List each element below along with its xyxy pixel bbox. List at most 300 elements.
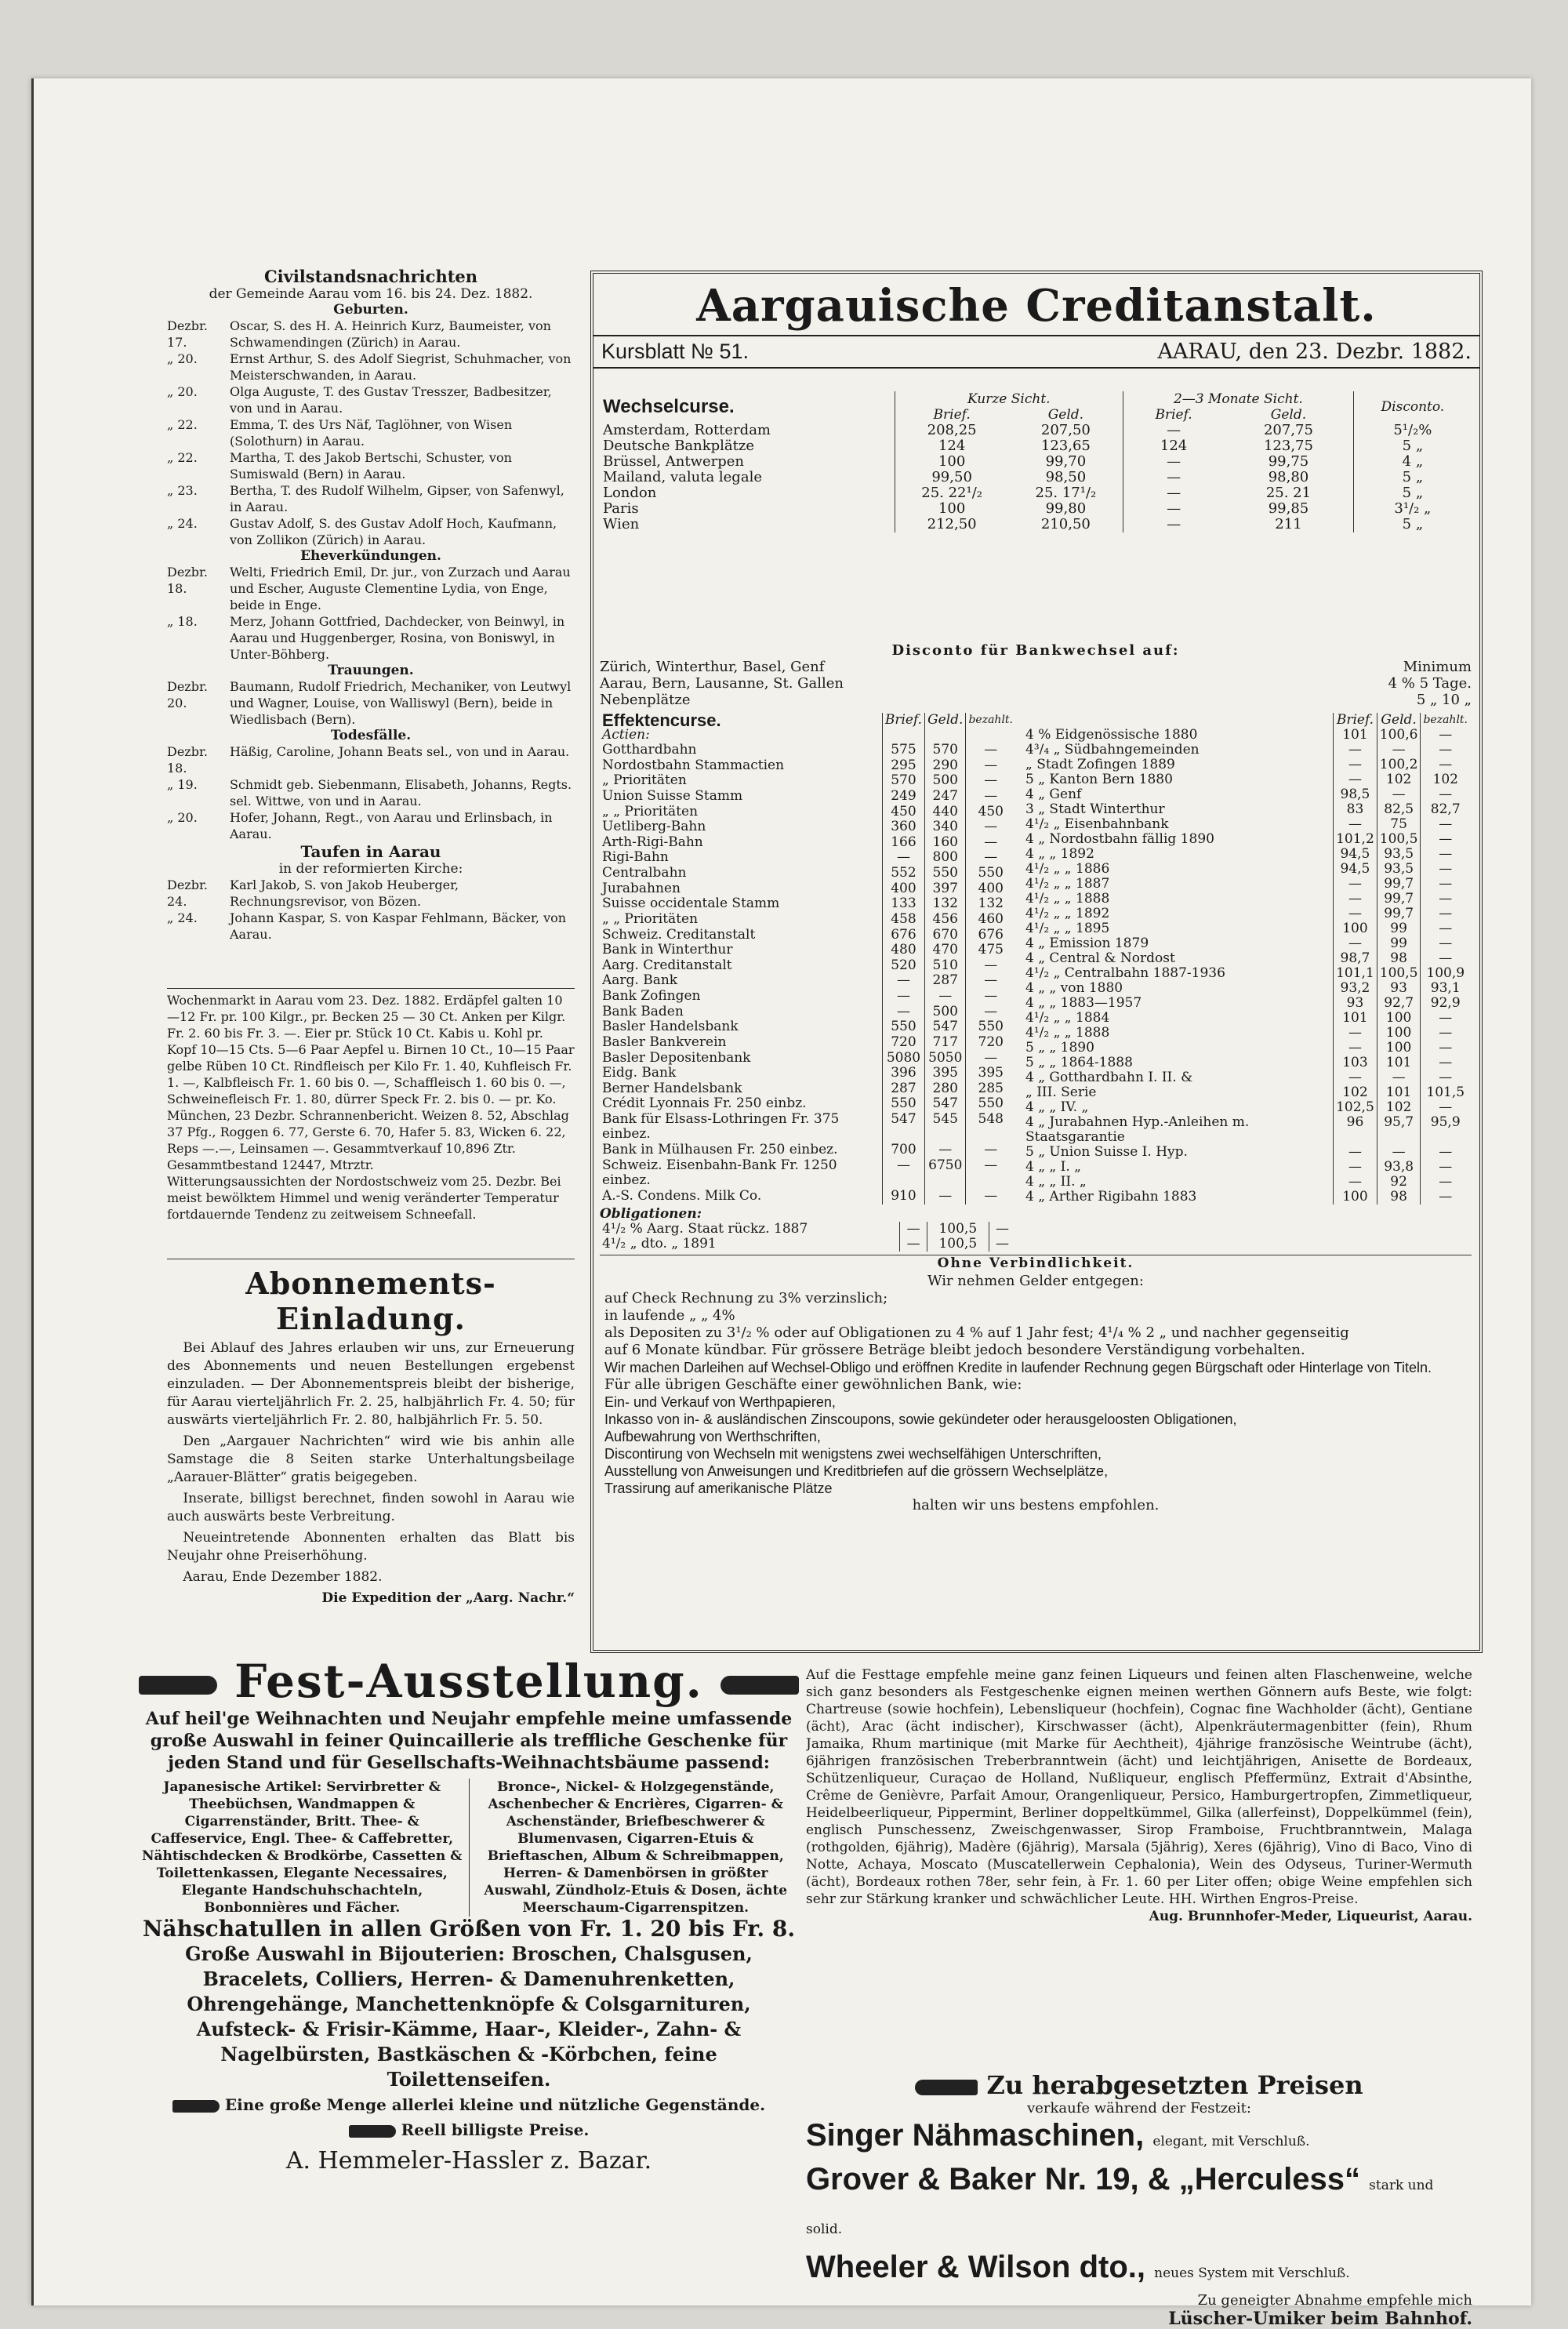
anleihe-row-value: 102 — [1377, 772, 1421, 787]
anleihe-row-name: 4 „ „ 1892 — [1025, 846, 1094, 862]
entry-text: Hofer, Johann, Regt., von Aarau und Erlinsbach, in Aarau. — [230, 810, 553, 841]
anleihe-row-value: — — [1421, 1160, 1470, 1175]
anleihe-row — [1023, 1160, 1470, 1175]
aktie-row-value: 360 — [882, 819, 924, 835]
disconto-line2: Aarau, Bern, Lausanne, St. Gallen — [600, 675, 844, 692]
wechsel-cell: — — [1123, 423, 1225, 438]
liqueur-text: Auf die Festtage empfehle meine ganz feinen Liqueurs und feinen alten Flaschenweine, welche sich ganz besonders als Festgeschenke eignen meinen werthen Gönnern aufs Beste, wie folgt: Chartreuse (sowie hochfein), Lebensliqueur (hochfein), Cognac fine Wachholder (ächt), Gentiane (ächt), Arac (ächt indischer), Kirschwasser (ächt), Alpenkräutermagenbitter (fein), Rhum Jamaika, Rhum martinique (mit Marke für Aechtheit), 4jährige französische Weintrube (ächt), 6jährigen französischen Treberbranntwein (ächt) und leichtjährigen, Anisette de Bordeaux, Schützenliqueur, Curaçao de Holland, Nußliqueur, englisch Pfeffermünz, Extrait d'Absinthe, Crême de Genièvre, Parfait Amour, Orangenliqueur, Persico, Hamburgertropfen, Zimmetliqueur, Heidelbeerliqueur, Pippermint, Berliner doppeltkümmel, Gilka (allerfeinst), Doppelkümmel (fein), englisch Punschessenz, Zweischgenwasser, Sirop Framboise, Fruchtbranntwein, Malaga (rothgolden, 6jährig), Madère (6jährig), Marsala (5jährig), Xeres (6jährig), Vino di Baco, Vino di Notte, Achaya, Moscato (Muscatellerwein Cephalonia), Wein des Odyseus, Turiner-Wermuth (ächt), Bordeaux rothen 78er, sehr fein, à Fr. 1. 60 per Liter offen; obige Weine empfehlen sich sehr zur Stärkung kranker und schwächlicher Leute. HH. Wirthen Engros-Preise. — [806, 1667, 1472, 1907]
aktie-row-value: — — [882, 973, 924, 989]
anleihe-row-value: 100,5 — [1377, 966, 1421, 981]
aktie-row — [600, 758, 1015, 774]
kursblatt-date: AARAU, den 23. Dezbr. 1882. — [1157, 340, 1472, 364]
wechsel-cell: 100 — [895, 454, 1009, 470]
abonnement-date: Aarau, Ende Dezember 1882. — [183, 1569, 383, 1585]
notice-line: als Depositen zu 3¹/₂ % oder auf Obligationen zu 4 % auf 1 Jahr fest; 4¹/₄ % 2 „ und nachher gegenseitig — [604, 1324, 1349, 1341]
wechsel-cell: 98,80 — [1268, 469, 1309, 485]
aktie-row-value: 450 — [966, 805, 1015, 820]
taufen-heading: Taufen in Aarau — [300, 842, 441, 861]
disconto-section — [600, 642, 1472, 708]
entry-text: Oscar, S. des H. A. Heinrich Kurz, Baumeister, von Schwamendingen (Zürich) in Aarau. — [230, 318, 551, 350]
anleihe-row-value: 98 — [1377, 951, 1421, 966]
aktie-row-value: — — [882, 1005, 924, 1020]
aktie-row-value: 133 — [882, 896, 924, 912]
anleihe-row-name: 3 „ Stadt Winterthur — [1025, 801, 1165, 817]
anleihe-row-value: — — [1421, 907, 1470, 921]
civil-entry — [167, 776, 575, 809]
anleihe-row-value: 101 — [1334, 728, 1377, 743]
aktie-row-name: A.-S. Condens. Milk Co. — [602, 1188, 762, 1204]
aktie-row — [600, 1005, 1015, 1020]
aktie-row-value: 166 — [882, 835, 924, 851]
anleihe-row-value: 96 — [1334, 1115, 1377, 1145]
fest-lead: Auf heil'ge Weihnachten und Neujahr empfehle meine umfassende große Auswahl in feiner Quincaillerie als treffliche Geschenke für jeden Stand und für Gesellschafts-Weihnachtsbäume passend: — [145, 1709, 793, 1773]
anleihe-row-name: 4¹/₂ „ „ 1888 — [1025, 891, 1110, 907]
tod-heading: Todesfälle. — [330, 728, 412, 743]
aktie-row-value: 720 — [882, 1035, 924, 1051]
oblig-row-value: 100,5 — [927, 1237, 989, 1252]
wechsel-place: Brüssel, Antwerpen — [603, 453, 745, 470]
anleihe-row-value: — — [1377, 1070, 1421, 1085]
civil-entry — [167, 482, 575, 515]
aktie-row-value: — — [966, 1158, 1015, 1189]
wechsel-row — [600, 501, 1472, 517]
aktie-row-value: — — [966, 1051, 1015, 1066]
oblig-row — [600, 1222, 1015, 1237]
oblig-row-value: 100,5 — [927, 1222, 989, 1237]
aktie-row-value: 160 — [925, 835, 966, 851]
anleihe-row-value: 100,9 — [1421, 966, 1470, 981]
aktie-row-value: — — [882, 1158, 924, 1189]
wechsel-row — [600, 485, 1472, 501]
entry-text: Johann Kaspar, S. von Kaspar Fehlmann, Bäcker, von Aarau. — [230, 910, 567, 942]
wechsel-cell: 3¹/₂ „ — [1353, 501, 1472, 517]
anleihe-row-value: 102 — [1421, 772, 1470, 787]
effektencurse-section — [600, 710, 1472, 1516]
aktie-row-value: — — [966, 758, 1015, 774]
entry-text: Häßig, Caroline, Johann Beats sel., von und in Aarau. — [230, 744, 570, 759]
anleihe-row-value: 75 — [1377, 817, 1421, 832]
notice-line: auf Check Rechnung zu 3% verzinslich; — [604, 1290, 888, 1306]
aktie-row-name: Basler Handelsbank — [602, 1019, 739, 1035]
anleihe-row — [1023, 1041, 1470, 1055]
anleihe-row-value: — — [1334, 1070, 1377, 1085]
aktie-row-value: 800 — [925, 850, 966, 866]
anleihe-row-value: 100 — [1334, 921, 1377, 936]
effekt-heading: Effektencurse. — [602, 710, 721, 730]
anleihe-row-value: 102 — [1377, 1100, 1421, 1115]
aktie-row-value: — — [882, 989, 924, 1005]
entry-date: Dezbr. 17. — [167, 318, 208, 350]
wechsel-row — [600, 470, 1472, 485]
aktie-row-name: Basler Depositenbank — [602, 1049, 751, 1066]
aktie-row — [600, 943, 1015, 958]
notice-line: Ausstellung von Anweisungen und Kreditbriefen auf die grössern Wechselplätze, — [604, 1463, 1109, 1479]
aktie-row-value: — — [966, 850, 1015, 866]
anleihe-row-value: 82,5 — [1377, 802, 1421, 817]
wechsel-cell: 5 „ — [1353, 470, 1472, 485]
anleihe-row-name: 4¹/₂ „ „ 1886 — [1025, 861, 1110, 877]
anleihe-row-value: — — [1334, 758, 1377, 772]
anleihe-row-value: — — [1334, 1041, 1377, 1055]
fest-firm: A. Hemmeler-Hassler z. Bazar. — [285, 2147, 652, 2175]
civil-entry — [167, 678, 575, 728]
wechsel-cell: 5 „ — [1353, 438, 1472, 454]
abonnement-p2: Den „Aargauer Nachrichten“ wird wie bis anhin alle Samstage die 8 Seiten starke Unterhaltungsbeilage „Aarauer-Blätter“ gratis beigegeben. — [167, 1433, 575, 1485]
anleihe-row-value: 100,2 — [1377, 758, 1421, 772]
anleihe-row-value: — — [1421, 1190, 1470, 1204]
anleihe-row-name: 5 „ Kanton Bern 1880 — [1025, 772, 1173, 787]
wechselcurse-heading: Wechselcurse. — [603, 396, 735, 417]
aktie-row-name: Bank in Winterthur — [602, 942, 733, 958]
aktie-row-value: 340 — [925, 819, 966, 835]
entry-date: „ 22. — [167, 417, 198, 432]
naeh-singer-note: elegant, mit Verschluß. — [1152, 2134, 1310, 2149]
pointing-hand-icon — [139, 1676, 217, 1695]
aktie-row-value: 6750 — [925, 1158, 966, 1189]
pointing-hand-icon — [172, 2100, 220, 2113]
wechsel-cell: 210,50 — [1040, 516, 1091, 532]
aktie-row — [600, 819, 1015, 835]
naeh-wheeler-text: Wheeler & Wilson dto., — [806, 2250, 1145, 2284]
liqueur-ad — [806, 1666, 1472, 1925]
brief-header: Brief. — [1123, 407, 1225, 423]
wechsel-cell: 25. 17¹/₂ — [1035, 485, 1097, 501]
aktie-row — [600, 1189, 1015, 1204]
aktie-row-value: 295 — [882, 758, 924, 774]
monate-sicht-header: 2—3 Monate Sicht. — [1123, 391, 1354, 407]
entry-date: „ 20. — [167, 351, 198, 366]
anleihe-row-name: 4¹/₂ „ Centralbahn 1887-1936 — [1025, 965, 1225, 981]
entry-date: „ 19. — [167, 777, 198, 792]
anleihe-row-value: 94,5 — [1334, 847, 1377, 862]
disconto-rate2: 5 „ 10 „ — [1416, 692, 1472, 708]
fest-columns — [136, 1779, 802, 1917]
aktie-row-value: 287 — [925, 973, 966, 989]
aktie-row — [600, 805, 1015, 820]
bank-notice — [600, 1271, 1472, 1516]
civil-entry — [167, 449, 575, 482]
civil-entry — [167, 809, 575, 842]
aktie-row-value: 396 — [882, 1066, 924, 1081]
tod-list — [167, 743, 575, 842]
aktie-row — [600, 835, 1015, 851]
aktie-row-value: — — [925, 1143, 966, 1158]
geburten-list — [167, 318, 575, 548]
anleihe-row — [1023, 996, 1470, 1011]
anleihe-row-value: 101,1 — [1334, 966, 1377, 981]
anleihe-row-value: 98,7 — [1334, 951, 1377, 966]
civilstand-subtitle: der Gemeinde Aarau vom 16. bis 24. Dez. 1882. — [209, 286, 533, 302]
aktie-row — [600, 881, 1015, 897]
entry-text: Baumann, Rudolf Friedrich, Mechaniker, von Leutwyl und Wagner, Louise, von Walliswyl (Bern), beide in Wiedlisbach (Bern). — [230, 679, 572, 727]
civil-entry — [167, 743, 575, 776]
entry-date: Dezbr. 18. — [167, 565, 208, 596]
disconto-header: Disconto. — [1353, 391, 1472, 423]
trau-heading: Trauungen. — [328, 663, 414, 678]
brief-header: Brief. — [895, 407, 1009, 423]
wechsel-place: London — [603, 485, 657, 501]
wechsel-cell: 100 — [895, 501, 1009, 517]
anleihe-row-value: — — [1421, 862, 1470, 877]
anleihe-row-name: 4 „ Nordostbahn fällig 1890 — [1025, 831, 1214, 847]
aktie-row — [600, 743, 1015, 758]
anleihe-row-value: 99 — [1377, 936, 1421, 951]
anleihe-row — [1023, 1145, 1470, 1160]
anleihe-row-value: 93,5 — [1377, 862, 1421, 877]
disconto-line3: Nebenplätze — [600, 692, 691, 708]
aktie-row-name: Basler Bankverein — [602, 1034, 727, 1050]
aktie-row-value: 550 — [925, 866, 966, 881]
entry-text: Emma, T. des Urs Näf, Taglöhner, von Wisen (Solothurn) in Aarau. — [230, 417, 513, 449]
anleihe-row-value: — — [1421, 1175, 1470, 1190]
aktie-row-value: 287 — [882, 1081, 924, 1097]
anleihe-row-name: 4¹/₂ „ „ 1888 — [1025, 1025, 1110, 1041]
abonnement-title: Abonnements-Einladung. — [167, 1259, 575, 1336]
liqueur-signature: Aug. Brunnhofer-Meder, Liqueurist, Aarau. — [1149, 1909, 1472, 1924]
aktie-row-name: Gotthardbahn — [602, 742, 697, 758]
aktie-row — [600, 1035, 1015, 1051]
anleihe-row-name: „ III. Serie — [1025, 1085, 1097, 1100]
fest-col-japan: Japanesische Artikel: Servirbretter & Theebüchsen, Wandmappen & Cigarrenständer, Britt. Thee- & Caffeservice, Engl. Thee- & Caffebretter, Nähtischdecken & Brodkörbe, Cassetten & Toilettenkassen, Elegante Necessaires, Elegante Handschuhschachteln, Bonbonnières und Fächer. — [141, 1779, 463, 1916]
wechsel-place: Mailand, valuta legale — [603, 469, 762, 485]
anleihe-row-value: — — [1334, 1175, 1377, 1190]
civil-entry — [167, 383, 575, 416]
aktie-row-value: — — [966, 819, 1015, 835]
aktie-row-value: 480 — [882, 943, 924, 958]
obligationen-table — [600, 1222, 1015, 1252]
aktie-row-value: 547 — [925, 1019, 966, 1035]
notice-line: Discontirung von Wechseln mit wenigstens zwei wechselfähigen Unterschriften, — [604, 1446, 1102, 1462]
anleihe-row-name: 4 „ Arther Rigibahn 1883 — [1025, 1189, 1197, 1204]
aktie-row-value: 290 — [925, 758, 966, 774]
anleihe-row-value: 95,7 — [1377, 1115, 1421, 1145]
anleihe-row — [1023, 1026, 1470, 1041]
aktie-row-name: Crédit Lyonnais Fr. 250 einbz. — [602, 1095, 807, 1112]
geld-header: Geld. — [1047, 407, 1084, 423]
aktie-row-value: 132 — [925, 896, 966, 912]
oblig-row-value: — — [989, 1222, 1015, 1237]
anleihe-row-value: — — [1334, 907, 1377, 921]
anleihe-row-value: 100,5 — [1377, 832, 1421, 847]
anleihe-row-value: — — [1421, 877, 1470, 892]
wechsel-place: Deutsche Bankplätze — [603, 438, 755, 454]
notice-line: Inkasso von in- & ausländischen Zinscoupons, sowie gekündeter oder herausgeloosten Obligationen, — [604, 1412, 1237, 1427]
anleihe-row-name: 4 „ „ II. „ — [1025, 1174, 1087, 1190]
anleihe-row-value: — — [1421, 1026, 1470, 1041]
naeh-closing: Zu geneigter Abnahme empfehle mich — [1197, 2292, 1472, 2309]
anleihe-row-value: 101,5 — [1421, 1085, 1470, 1100]
geld-header: Geld. — [1270, 407, 1307, 423]
aktie-row — [600, 1081, 1015, 1097]
civil-entry — [167, 351, 575, 383]
anleihe-row-value: — — [1421, 1055, 1470, 1070]
anleihe-row-value: 94,5 — [1334, 862, 1377, 877]
anleihe-row-name: 5 „ Union Suisse I. Hyp. — [1025, 1144, 1188, 1160]
aktie-row-name: Bank für Elsass-Lothringen Fr. 375 einbez. — [602, 1111, 840, 1142]
anleihe-row-value: — — [1421, 1070, 1470, 1085]
bezahlt-header: bezahlt. — [1421, 713, 1470, 728]
anleihe-row-value: 93 — [1377, 981, 1421, 996]
anleihe-row-value: 83 — [1334, 802, 1377, 817]
notice-line: Aufbewahrung von Werthschriften, — [604, 1429, 821, 1444]
aktie-row-value: 510 — [925, 958, 966, 974]
naeh-singer — [806, 2116, 1472, 2160]
anleihe-row-value: — — [1334, 1160, 1377, 1175]
anleihe-row-value: 93,1 — [1421, 981, 1470, 996]
oblig-row-value: — — [900, 1237, 927, 1252]
aktie-row-value: 520 — [882, 958, 924, 974]
anleihe-row — [1023, 951, 1470, 966]
anleihe-row-value: — — [1421, 936, 1470, 951]
anleihe-row — [1023, 921, 1470, 936]
anleihe-row-name: 4 „ „ IV. „ — [1025, 1099, 1089, 1115]
anleihe-row — [1023, 787, 1470, 802]
wechsel-cell: — — [1123, 485, 1225, 501]
anleihe-row-value: 82,7 — [1421, 802, 1470, 817]
anleihe-row-value: 100 — [1377, 1026, 1421, 1041]
notice-line: Ein- und Verkauf von Werthpapieren, — [604, 1394, 836, 1410]
anleihe-row-value: 93,8 — [1377, 1160, 1421, 1175]
wechsel-cell: — — [1123, 501, 1225, 517]
aktie-row-value: 450 — [882, 805, 924, 820]
anleihe-row — [1023, 1011, 1470, 1026]
civil-entry — [167, 416, 575, 449]
entry-date: „ 20. — [167, 810, 198, 825]
entry-text: Ernst Arthur, S. des Adolf Siegrist, Schuhmacher, von Meisterschwanden, in Aarau. — [230, 351, 572, 383]
anleihe-row-value: — — [1377, 743, 1421, 758]
aktie-row-value: 475 — [966, 943, 1015, 958]
entry-date: „ 24. — [167, 910, 198, 925]
aktie-row-value: 570 — [882, 773, 924, 789]
aktie-row-value: 400 — [966, 881, 1015, 897]
anleihe-row-value: — — [1334, 772, 1377, 787]
aktie-row-value: 676 — [966, 928, 1015, 943]
wechsel-cell: 207,50 — [1040, 422, 1091, 438]
disconto-rate1: 4 % 5 Tage. — [1388, 675, 1472, 692]
disconto-minimum: Minimum — [1403, 659, 1472, 675]
aktie-row — [600, 1158, 1015, 1189]
aktie-row-value: 460 — [966, 912, 1015, 928]
aktie-row-value: 547 — [882, 1112, 924, 1143]
anleihe-row-value: — — [1421, 743, 1470, 758]
aktie-row-value: 700 — [882, 1143, 924, 1158]
wechsel-row — [600, 517, 1472, 532]
wechsel-cell: 99,85 — [1268, 500, 1309, 517]
ehe-list — [167, 564, 575, 663]
kursblatt-bar — [593, 336, 1479, 369]
aktie-row-value: 397 — [925, 881, 966, 897]
anleihe-row — [1023, 728, 1470, 743]
entry-date: „ 23. — [167, 483, 198, 498]
anleihe-row — [1023, 743, 1470, 758]
anleihe-row-value: 102,5 — [1334, 1100, 1377, 1115]
aktie-row-value: 670 — [925, 928, 966, 943]
newspaper-page — [31, 78, 1531, 2329]
wechsel-cell: 5 „ — [1353, 517, 1472, 532]
aktie-row — [600, 1096, 1015, 1112]
anleihe-row-value: — — [1377, 1145, 1421, 1160]
aktie-row-value: — — [925, 989, 966, 1005]
anleihe-row — [1023, 758, 1470, 772]
brief-header: Brief. — [1334, 713, 1377, 728]
wechsel-cell: 124 — [895, 438, 1009, 454]
aktie-row-value: 395 — [966, 1066, 1015, 1081]
effekt-right-table — [1023, 713, 1470, 1204]
disconto-line1: Zürich, Winterthur, Basel, Genf — [600, 659, 825, 675]
anleihe-row-name: 4¹/₂ „ Eisenbahnbank — [1025, 816, 1169, 832]
notice-line: halten wir uns bestens empfohlen. — [912, 1497, 1160, 1513]
oblig-row-name: 4¹/₂ „ dto. „ 1891 — [602, 1236, 717, 1252]
aktie-row-name: Aarg. Bank — [602, 972, 678, 989]
anleihe-row-value: 100 — [1334, 1190, 1377, 1204]
anleihe-row-value: 92 — [1377, 1175, 1421, 1190]
taufen-subheading: in der reformierten Kirche: — [278, 861, 463, 877]
entry-text: Welti, Friedrich Emil, Dr. jur., von Zurzach und Aarau und Escher, Auguste Clementine Lydia, von Enge, beide in Enge. — [230, 565, 571, 612]
aktie-row-value: 500 — [925, 1005, 966, 1020]
fest-preise — [136, 2117, 802, 2142]
wechsel-cell: 99,70 — [1045, 453, 1087, 470]
anleihe-row — [1023, 981, 1470, 996]
disconto-heading: Disconto für Bankwechsel auf: — [891, 642, 1180, 659]
anleihe-row-value: — — [1421, 832, 1470, 847]
anleihe-row-value: 98,5 — [1334, 787, 1377, 802]
anleihe-row-value: — — [1421, 1100, 1470, 1115]
anleihe-row — [1023, 1190, 1470, 1204]
anleihe-row-name: 4 „ „ von 1880 — [1025, 980, 1123, 996]
aktie-row-value: — — [882, 850, 924, 866]
entry-date: „ 18. — [167, 614, 198, 629]
geld-header: Geld. — [1377, 713, 1421, 728]
fest-bijouterien: Große Auswahl in Bijouterien: Broschen, Chalsgusen, Bracelets, Colliers, Herren- & Damenuhrenketten, Ohrengehänge, Manchettenknöpfe & Colsgarnituren, Aufsteck- & Frisir-Kämme, Haar-, Kleider-, Zahn- & Nagelbürsten, Bastkäschen & -Körbchen, feine Toilettenseifen. — [185, 1942, 753, 2091]
fest-title: Fest-Ausstellung. — [234, 1655, 703, 1708]
naehmaschinen-ad — [806, 2070, 1472, 2329]
wechsel-place: Paris — [603, 500, 639, 517]
anleihe-row-name: 4¹/₂ „ „ 1892 — [1025, 906, 1110, 921]
wechsel-cell: 123,75 — [1263, 438, 1313, 454]
anleihe-row-value: — — [1334, 743, 1377, 758]
anleihe-row — [1023, 817, 1470, 832]
entry-date: „ 22. — [167, 450, 198, 465]
anleihe-row-value: — — [1334, 936, 1377, 951]
aktie-row-name: Bank Zofingen — [602, 988, 701, 1004]
creditanstalt-box — [590, 271, 1483, 1653]
fest-menge — [136, 2092, 802, 2117]
abonnement-p3: Inserate, billigst berechnet, finden sowohl in Aarau wie auch auswärts beste Verbreitung. — [167, 1491, 575, 1524]
aktie-row-value: 545 — [925, 1112, 966, 1143]
aktie-row — [600, 773, 1015, 789]
anleihe-row-value: — — [1421, 817, 1470, 832]
wechsel-row — [600, 438, 1472, 454]
aktie-row-value: — — [966, 835, 1015, 851]
anleihe-row — [1023, 832, 1470, 847]
wochenmarkt-section — [167, 988, 575, 1223]
aktie-row — [600, 1019, 1015, 1035]
aktie-row-value: 280 — [925, 1081, 966, 1097]
anleihe-row — [1023, 1085, 1470, 1100]
creditanstalt-title: Aargauische Creditanstalt. — [593, 274, 1479, 336]
anleihe-row-value: — — [1421, 892, 1470, 907]
anleihe-row-name: 4 „ „ I. „ — [1025, 1159, 1081, 1175]
anleihe-row-value: 93 — [1334, 996, 1377, 1011]
anleihe-row — [1023, 936, 1470, 951]
aktie-row-value: — — [966, 1143, 1015, 1158]
fest-preise-text: Reell billigste Preise. — [401, 2120, 590, 2139]
anleihe-row-value: 92,7 — [1377, 996, 1421, 1011]
entry-text: Olga Auguste, T. des Gustav Tresszer, Badbesitzer, von und in Aarau. — [230, 384, 552, 416]
abonnement-p4: Neueintretende Abonnenten erhalten das Blatt bis Neujahr ohne Preiserhöhung. — [167, 1530, 575, 1564]
wechsel-cell: 208,25 — [895, 423, 1009, 438]
wechsel-place: Amsterdam, Rotterdam — [603, 422, 771, 438]
